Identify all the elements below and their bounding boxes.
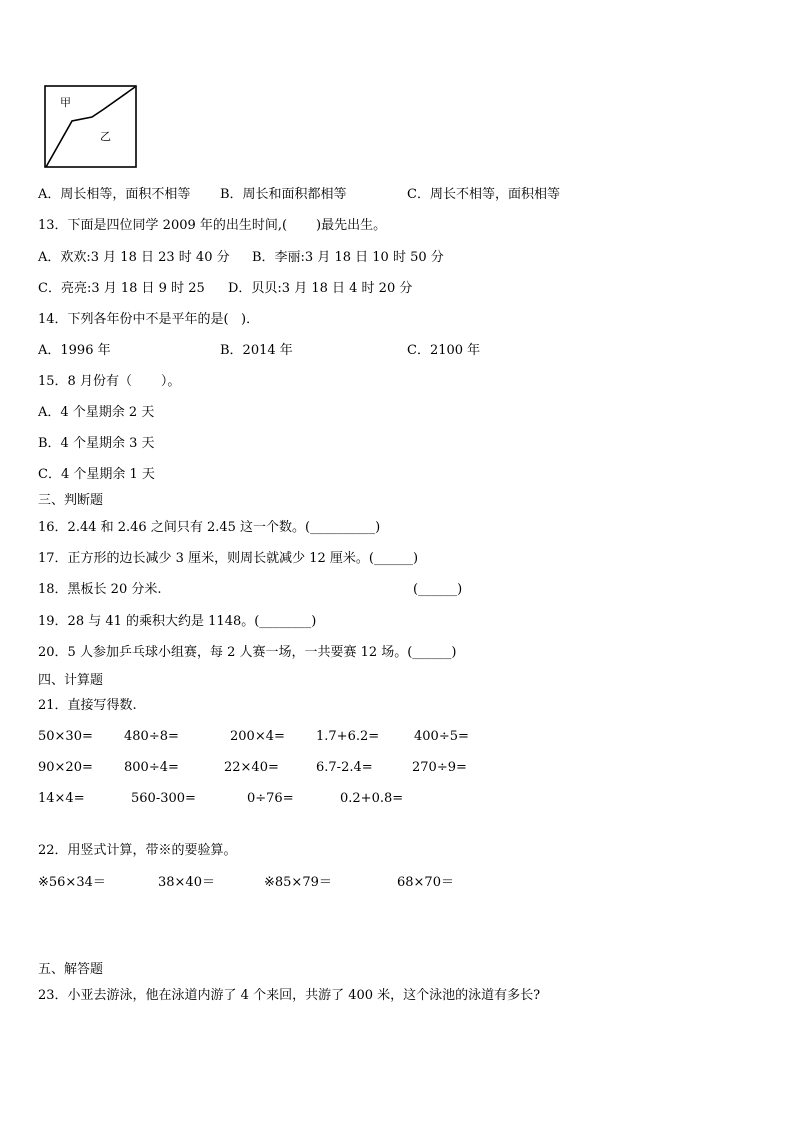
q13-option-b: B．李丽:3 月 18 日 10 时 50 分 [252, 250, 444, 265]
q22-stem: 22．用竖式计算，带※的要验算。 [38, 843, 237, 858]
q12-option-a: A．周长相等，面积不相等 [38, 187, 191, 202]
q21-r2-c2: 800÷4= [124, 760, 179, 775]
q12-option-b: B．周长和面积都相等 [220, 187, 347, 202]
q13-option-d: D．贝贝:3 月 18 日 4 时 20 分 [228, 281, 413, 296]
q17: 17．正方形的边长减少 3 厘米，则周长就减少 12 厘米。(______) [38, 551, 419, 566]
square-division-figure [44, 85, 138, 169]
q12-option-c: C．周长不相等，面积相等 [407, 187, 560, 202]
square-outline [45, 86, 136, 167]
q23: 23．小亚去游泳，他在泳道内游了 4 个来回，共游了 400 米，这个泳池的泳道有多长? [38, 988, 541, 1003]
q21-r2-c1: 90×20= [38, 760, 93, 775]
q21-r3-c1: 14×4= [38, 791, 85, 806]
q21-r3-c2: 560-300= [131, 791, 196, 806]
q21-stem: 21．直接写得数. [38, 698, 137, 713]
q15-option-b: B．4 个星期余 3 天 [38, 436, 155, 451]
q22-item-1: ※56×34＝ [38, 875, 106, 890]
q22-item-2: 38×40＝ [158, 875, 215, 890]
q14-option-c: C．2100 年 [407, 343, 481, 358]
section3-title: 三、判断题 [38, 493, 104, 508]
q21-r2-c5: 270÷9= [412, 760, 467, 775]
q21-r1-c5: 400÷5= [414, 729, 469, 744]
q21-r1-c4: 1.7+6.2= [316, 729, 380, 744]
q15-stem: 15．8 月份有（ ）。 [38, 374, 181, 389]
q14-stem: 14．下列各年份中不是平年的是( )． [38, 312, 260, 327]
q20: 20．5 人参加乒乓球小组赛，每 2 人赛一场，一共要赛 12 场。(______) [38, 645, 457, 660]
q18-blank: (______) [413, 582, 463, 597]
q15-option-a: A．4 个星期余 2 天 [38, 405, 155, 420]
q21-r2-c3: 22×40= [224, 760, 279, 775]
q21-r1-c2: 480÷8= [124, 729, 179, 744]
q13-option-c: C．亮亮:3 月 18 日 9 时 25 [38, 281, 205, 296]
q22-item-3: ※85×79＝ [264, 875, 332, 890]
q15-option-c: C．4 个星期余 1 天 [38, 467, 155, 482]
q18-text: 18．黑板长 20 分米. [38, 582, 162, 597]
q21-r3-c3: 0÷76= [247, 791, 294, 806]
q19: 19．28 与 41 的乘积大约是 1148。(________) [38, 614, 317, 629]
q13-stem: 13．下面是四位同学 2009 年的出生时间,( )最先出生。 [38, 218, 387, 233]
q14-option-a: A．1996 年 [38, 343, 111, 358]
q21-r3-c4: 0.2+0.8= [340, 791, 404, 806]
q21-r2-c4: 6.7-2.4= [316, 760, 373, 775]
label-yi: 乙 [100, 130, 111, 143]
q22-item-4: 68×70＝ [397, 875, 454, 890]
q21-r1-c1: 50×30= [38, 729, 93, 744]
section4-title: 四、计算题 [38, 673, 104, 688]
q14-option-b: B．2014 年 [220, 343, 293, 358]
q16: 16．2.44 和 2.46 之间只有 2.45 这一个数。(__________) [38, 520, 381, 535]
section5-title: 五、解答题 [38, 962, 104, 977]
label-jia: 甲 [60, 96, 71, 109]
q21-r1-c3: 200×4= [230, 729, 285, 744]
q13-option-a: A．欢欢:3 月 18 日 23 时 40 分 [38, 250, 230, 265]
